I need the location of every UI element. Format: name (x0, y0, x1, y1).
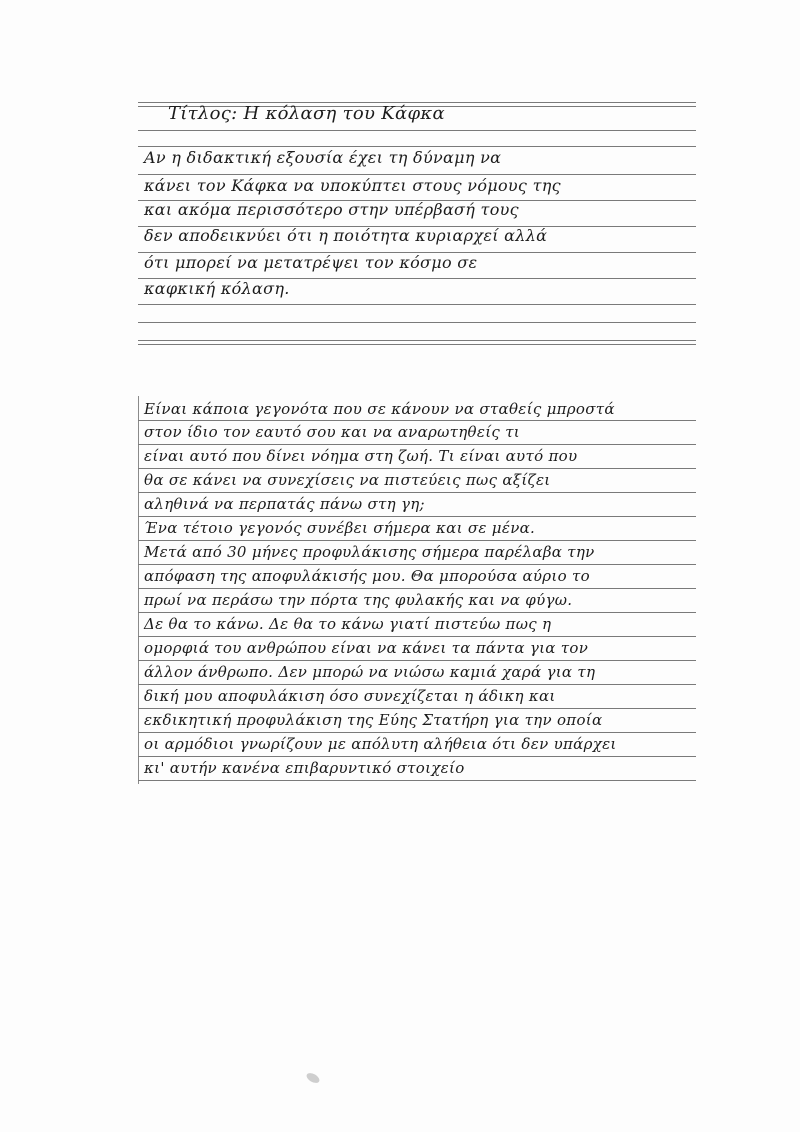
handwritten-line: πρωί να περάσω την πόρτα της φυλακής και να φύγω. (144, 591, 573, 609)
ruled-line (138, 322, 696, 323)
handwritten-line: απόφαση της αποφυλάκισής μου. Θα μπορούσα αύριο το (144, 567, 590, 585)
handwritten-line: κι' αυτήν κανένα επιβαρυντικό στοιχείο (144, 759, 465, 777)
ruled-line (138, 684, 696, 685)
handwritten-line: Ένα τέτοιο γεγονός συνέβει σήμερα και σε μένα. (144, 519, 536, 537)
ruled-line (138, 612, 696, 613)
handwritten-title: Τίτλος: Η κόλαση του Κάφκα (168, 103, 445, 124)
body-section (138, 396, 696, 786)
ruled-line (138, 444, 696, 445)
handwritten-line: Μετά από 30 μήνες προφυλάκισης σήμερα παρέλαβα την (144, 543, 595, 561)
handwritten-line: Αν η διδακτική εξουσία έχει τη δύναμη να (144, 148, 502, 167)
ruled-line (138, 540, 696, 541)
ruled-line (138, 146, 696, 147)
ruled-line (138, 468, 696, 469)
handwritten-line: Είναι κάποια γεγονότα που σε κάνουν να σταθείς μπροστά (144, 400, 615, 418)
title-section (138, 96, 696, 356)
handwritten-line: καφκική κόλαση. (144, 279, 290, 298)
ruled-line (138, 174, 696, 175)
handwritten-line: οι αρμόδιοι γνωρίζουν με απόλυτη αλήθεια ότι δεν υπάρχει (144, 735, 617, 753)
ruled-line (138, 340, 696, 341)
handwritten-line: αληθινά να περπατάς πάνω στη γη; (144, 495, 425, 513)
ruled-line (138, 708, 696, 709)
handwritten-line: δεν αποδεικνύει ότι η ποιότητα κυριαρχεί αλλά (144, 226, 548, 245)
handwritten-line: κάνει τον Κάφκα να υποκύπτει στους νόμους της (144, 176, 561, 195)
handwritten-line: ότι μπορεί να μετατρέψει τον κόσμο σε (144, 253, 478, 272)
ruled-line (138, 588, 696, 589)
ruled-line (138, 756, 696, 757)
handwritten-line: στον ίδιο τον εαυτό σου και να αναρωτηθείς τι (144, 423, 520, 441)
handwritten-line: εκδικητική προφυλάκιση της Εύης Στατήρη για την οποία (144, 711, 603, 729)
ruled-line (138, 420, 696, 421)
ruled-line (138, 780, 696, 781)
ruled-line (138, 636, 696, 637)
handwritten-line: δική μου αποφυλάκιση όσο συνεχίζεται η άδικη και (144, 687, 556, 705)
handwritten-line: και ακόμα περισσότερο στην υπέρβασή τους (144, 200, 519, 219)
ruled-line (138, 130, 696, 131)
handwritten-line: ομορφιά του ανθρώπου είναι να κάνει τα πάντα για τον (144, 639, 589, 657)
ruled-line (138, 732, 696, 733)
handwritten-line: Δε θα το κάνω. Δε θα το κάνω γιατί πιστεύω πως η (144, 615, 552, 633)
ruled-line (138, 492, 696, 493)
margin-line (138, 396, 139, 784)
ruled-line (138, 304, 696, 305)
ruled-line (138, 516, 696, 517)
handwritten-line: είναι αυτό που δίνει νόημα στη ζωή. Τι είναι αυτό που (144, 447, 578, 465)
ink-smudge (305, 1071, 321, 1085)
ruled-line (138, 564, 696, 565)
handwritten-line: άλλον άνθρωπο. Δεν μπορώ να νιώσω καμιά χαρά για τη (144, 663, 596, 681)
handwritten-line: θα σε κάνει να συνεχίσεις να πιστεύεις πως αξίζει (144, 471, 551, 489)
ruled-line (138, 660, 696, 661)
